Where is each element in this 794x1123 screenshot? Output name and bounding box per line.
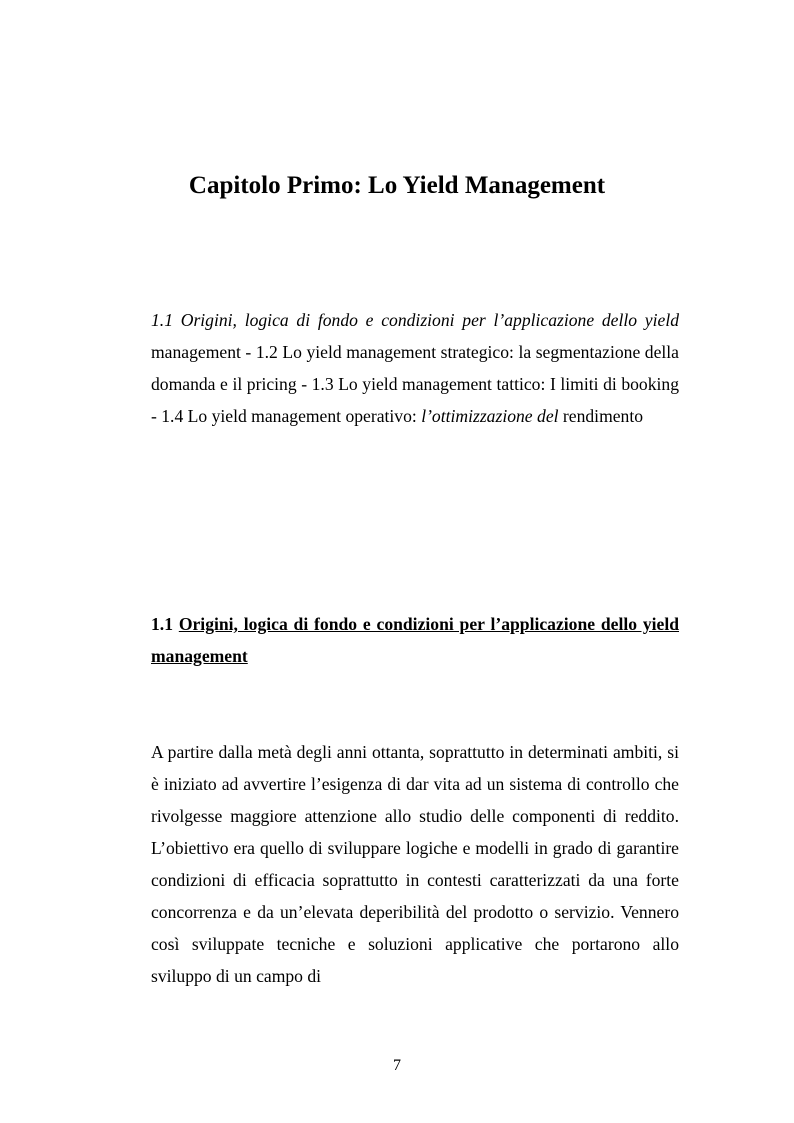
summary-text-part2: rendimento: [558, 406, 644, 426]
summary-italic-tail: l’ottimizzazione del: [421, 406, 559, 426]
summary-italic-lead: 1.1 Origini, logica di fondo e condizioni per l’applicazione dello yield: [151, 310, 679, 330]
chapter-summary: [151, 304, 679, 432]
body-paragraph: A partire dalla metà degli anni ottanta, soprattutto in determinati ambiti, si è iniziato ad avvertire l’esigenza di dar vita ad un sistema di controllo che rivolgesse maggiore attenzione allo studio delle componenti di reddito. L’obiettivo era quello di sviluppare logiche e modelli in grado di garantire condizioni di efficacia soprattutto in contesti caratterizzati da una forte concorrenza e da un’elevata deperibilità del prodotto o servizio. Vennero così sviluppate tecniche e soluzioni applicative che portarono allo sviluppo di un campo di: [151, 742, 679, 986]
page-number: 7: [393, 1057, 401, 1074]
section-heading: [151, 608, 679, 672]
chapter-title: Capitolo Primo: Lo Yield Management: [188, 172, 606, 199]
section-number: 1.1: [151, 614, 179, 634]
section-title: Origini, logica di fondo e condizioni per l’applicazione dello yield management: [151, 614, 680, 666]
summary-text-part1: management - 1.2 Lo yield management strategico: la segmentazione della domanda e il pricing - 1.3 Lo yield management tattico: I limiti di booking - 1.4 Lo yield management operativo:: [151, 342, 679, 426]
